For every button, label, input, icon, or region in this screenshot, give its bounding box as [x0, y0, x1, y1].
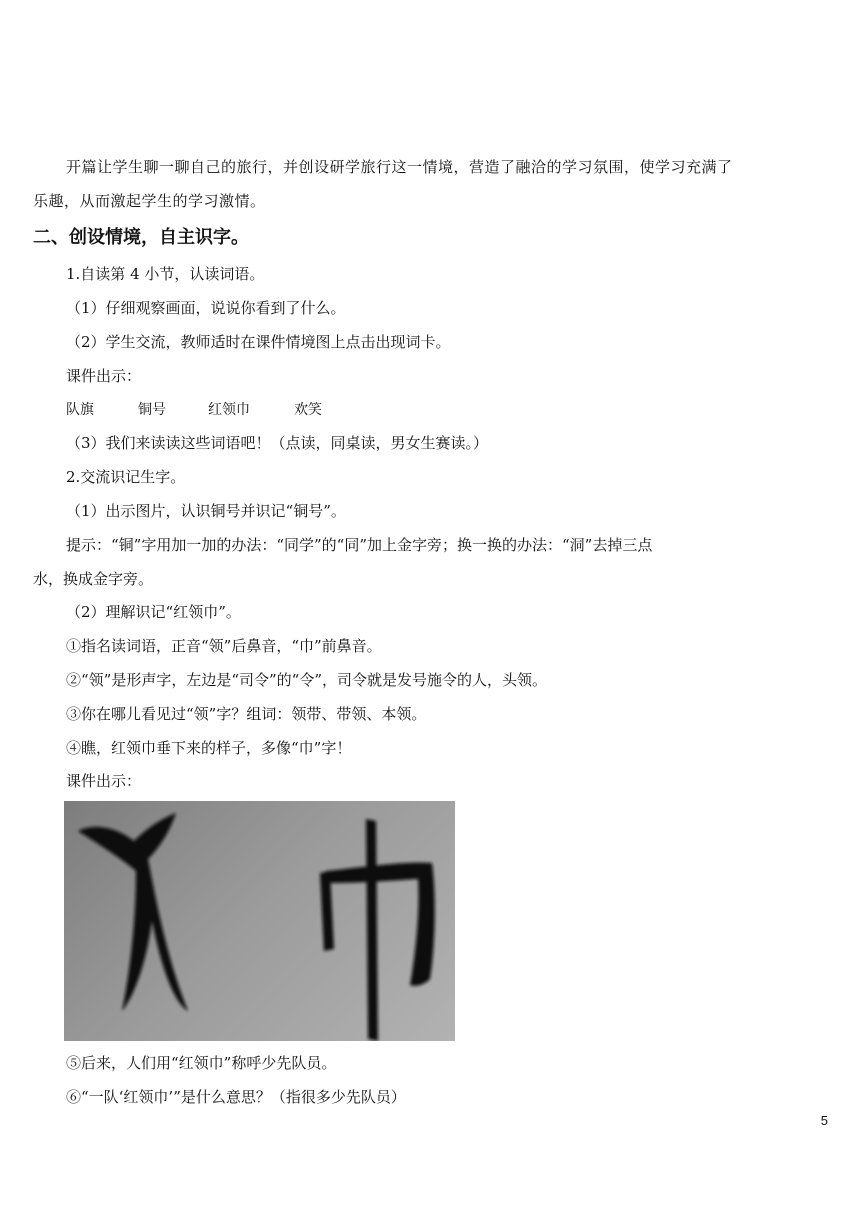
courseware-label-2: 课件出示： — [66, 772, 142, 790]
section-heading: 二、创设情境，自主识字。 — [33, 227, 249, 248]
step-1-3: （3）我们来读读这些词语吧！（点读，同桌读，男女生赛读。） — [66, 434, 489, 452]
step-2: 2.交流识记生字。 — [66, 468, 186, 486]
word-item: 欢笑 — [294, 402, 322, 418]
point-6: ⑥“一队‘红领巾’”是什么意思？（指很多少先队员） — [66, 1088, 406, 1106]
courseware-label-1: 课件出示： — [66, 367, 142, 385]
step-1-2: （2）学生交流，教师适时在课件情境图上点击出现词卡。 — [66, 333, 451, 351]
word-item: 红领巾 — [208, 402, 250, 418]
scarf-illustration-icon — [64, 801, 455, 1041]
step-1-1: （1）仔细观察画面，说说你看到了什么。 — [66, 299, 346, 317]
intro-line-2: 乐趣，从而激起学生的学习激情。 — [33, 192, 266, 210]
step-2-2: （2）理解识记“红领巾”。 — [66, 603, 241, 621]
step-1: 1.自读第 4 小节，认读词语。 — [66, 265, 265, 283]
step-2-1: （1）出示图片，认识铜号并识记“铜号”。 — [66, 502, 346, 520]
point-1: ①指名读词语，正音“领”后鼻音，“巾”前鼻音。 — [66, 637, 382, 655]
word-item: 铜号 — [138, 402, 166, 418]
scarf-and-character-jin-image — [64, 801, 455, 1041]
point-3: ③你在哪儿看见过“领”字？组词：领带、带领、本领。 — [66, 705, 427, 723]
intro-line-1: 开篇让学生聊一聊自己的旅行，并创设研学旅行这一情境，营造了融洽的学习氛围，使学习充满了 — [66, 158, 733, 176]
page-number: 5 — [820, 1113, 828, 1128]
point-2: ②“领”是形声字，左边是“司令”的“令”，司令就是发号施令的人，头领。 — [66, 671, 548, 689]
point-5: ⑤后来，人们用“红领巾”称呼少先队员。 — [66, 1054, 337, 1072]
word-item: 队旗 — [66, 402, 94, 418]
hint-line-1: 提示：“铜”字用加一加的办法：“同学”的“同”加上金字旁；换一换的办法：“洞”去掉三点 — [66, 536, 653, 554]
point-4: ④瞧，红领巾垂下来的样子，多像“巾”字！ — [66, 739, 352, 757]
hint-line-2: 水，换成金字旁。 — [33, 570, 154, 588]
